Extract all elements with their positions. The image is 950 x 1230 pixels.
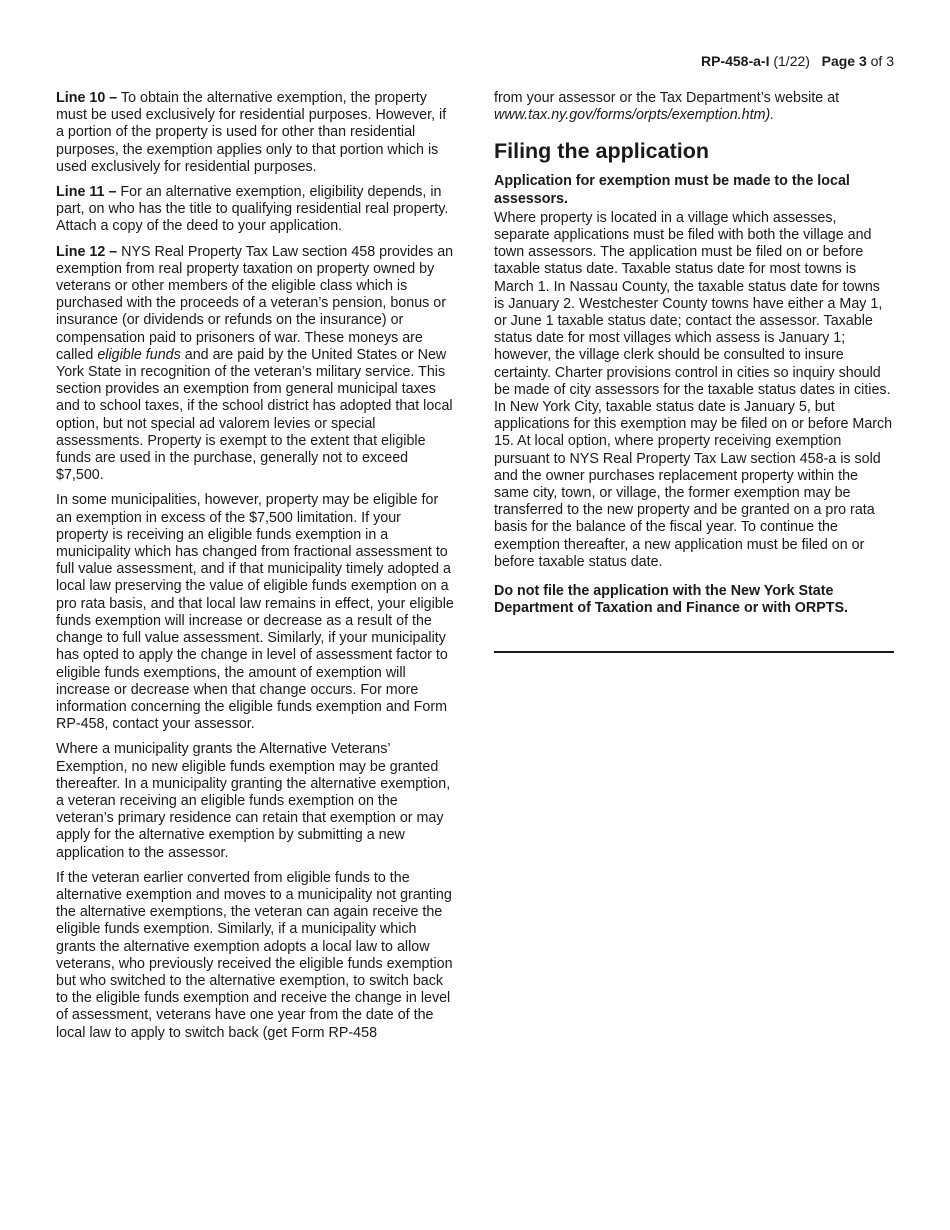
line-10-text: To obtain the alternative exemption, the property must be used exclusively for residential purposes. However, if a portion of the property is used for other than residential purposes, the exemption applies only to that portion which is used exclusively for residential purposes. xyxy=(56,90,447,175)
municipalities-paragraph: In some municipalities, however, property may be eligible for an exemption in excess of the $7,500 limitation. If your property is receiving an eligible funds exemption in a municipality which has changed from fractional assessment to full value assessment, and if that municipality timely adopted a local law preserving the value of eligible funds exemption on a pro rata basis, and that local law remains in effect, your eligible funds exemption will increase or decrease as a result of the change to full value assessment. Similarly, if your municipality has opted to apply the change in level of assessment factor to eligible funds exemptions, the amount of exemption will increase or decrease when that change occurs. For more information concerning the eligible funds exemption and Form RP-458, contact your assessor. xyxy=(56,492,454,733)
do-not-file-notice: Do not file the application with the New York State Department of Taxation and Finance or with ORPTS. xyxy=(494,583,849,617)
eligible-funds-term: eligible funds xyxy=(97,346,181,363)
line-12-text-before: NYS Real Property Tax Law section 458 provides an exemption from real property taxation on property owned by veterans or other members of the eligible class which is purchased with the proceeds of a veteran’s pension, bonus or insurance (or dividends or refunds on the insurance) or compensation paid to prisoners of war. These moneys are called xyxy=(56,243,454,363)
line-10-lead: Line 10 – xyxy=(56,90,118,106)
continuation-text: from your assessor or the Tax Department’s website at xyxy=(494,90,840,106)
line-12-paragraph xyxy=(56,244,456,485)
line-12-text-after: and are paid by the United States or New York State in recognition of the veteran’s military service. This section provides an exemption from general municipal taxes and to school taxes, if the school district has adopted that local option, but not special ad valorem levies or special assessments. Property is exempt to the extent that eligible funds are used in the purchase, generally not to exceed $7,500. xyxy=(56,346,453,484)
line-12-lead: Line 12 – xyxy=(56,243,118,260)
line-11-paragraph xyxy=(56,184,456,236)
section-divider-rule xyxy=(494,651,894,653)
page-label: Page 3 xyxy=(821,53,867,69)
exemption-url: www.tax.ny.gov/forms/orpts/exemption.htm). xyxy=(494,107,775,124)
line-10-paragraph xyxy=(56,90,456,176)
filing-body-paragraph: Where property is located in a village which assesses, separate applications must be filed with both the village and town assessors. The application must be filed on or before taxable status date. Taxable status date for most towns is March 1. In Nassau County, the taxable status date for towns is January 2. Westchester County towns have either a May 1, or June 1 taxable status date; contact the assessor. Taxable status date for most villages which assess is January 1; however, the village clerk should be consulted to insure certainty. Charter provisions control in cities so inquiry should be made of city assessors for the taxable status dates in cities. In New York City, taxable status date is January 5, but applications for this exemption may be filed on or before March 15. At local option, where property receiving exemption pursuant to NYS Real Property Tax Law section 458-a is sold and the owner purchases replacement property within the same city, town, or village, the former exemption may be transferred to the new property and be granted on a pro rata basis for the balance of the fiscal year. To continue the exemption thereafter, a new application must be filed on or before taxable status date. xyxy=(494,209,893,570)
line-11-text: For an alternative exemption, eligibility depends, in part, on who has the title to qualifying residential real property. Attach a copy of the deed to your application. xyxy=(56,184,449,235)
filing-section-title: Filing the application xyxy=(494,139,709,164)
line-11-lead: Line 11 – xyxy=(56,184,117,201)
filing-bold-intro: Application for exemption must be made to the local assessors. xyxy=(494,173,850,207)
right-column xyxy=(494,90,894,653)
form-date: (1/22) xyxy=(773,53,810,69)
page-header xyxy=(701,52,894,70)
alternative-exemption-paragraph: Where a municipality grants the Alternative Veterans’ Exemption, no new eligible funds exemption may be granted thereafter. In a municipality granting the alternative exemption, a veteran receiving an eligible funds exemption on the veteran’s primary residence can retain that exemption or may apply for the alternative exemption by submitting a new application to the assessor. xyxy=(56,741,451,861)
page-of: of 3 xyxy=(870,53,894,69)
converted-veteran-paragraph: If the veteran earlier converted from eligible funds to the alternative exemption and moves to a municipality not granting the alternative exemptions, the veteran can again receive the eligible funds exemption. Similarly, if a municipality which grants the alternative exemption adopts a local law to allow veterans, who previously received the eligible funds exemption but who switched to the alternative exemption, to switch back to the eligible funds exemption and receive the change in level of assessment, veterans have one year from the date of the local law to apply to switch back (get Form RP-458 xyxy=(56,869,453,1041)
continuation-paragraph xyxy=(494,90,894,124)
left-column xyxy=(56,90,456,1050)
form-id: RP-458-a-I xyxy=(701,53,770,69)
